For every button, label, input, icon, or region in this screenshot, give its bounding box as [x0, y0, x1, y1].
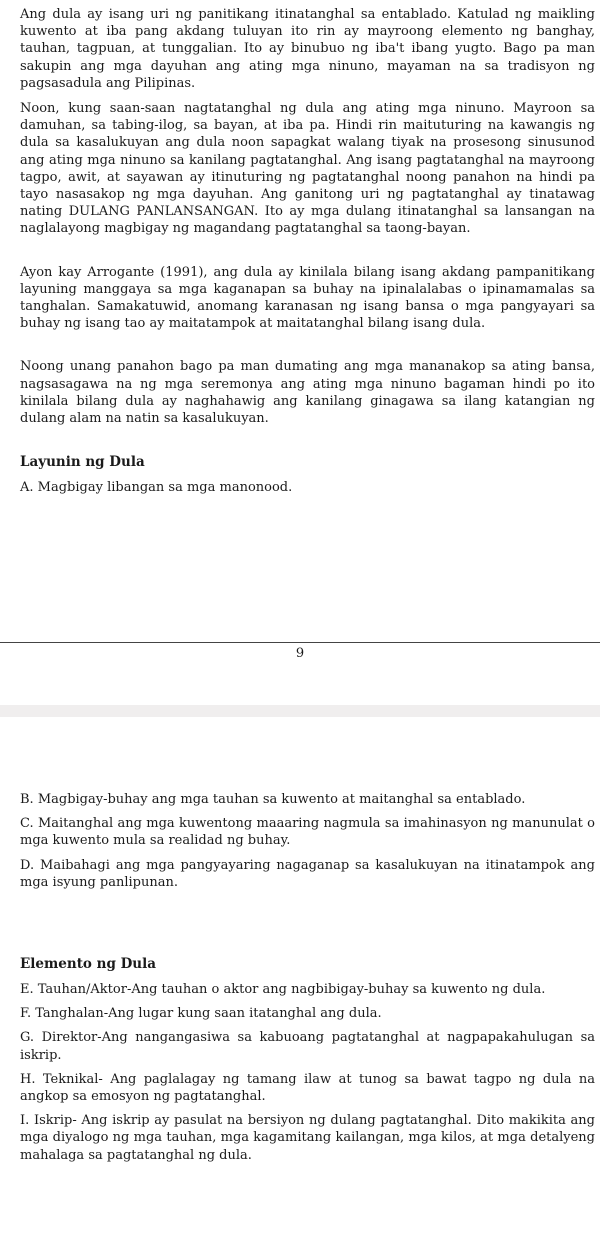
document-page-2: [0, 717, 600, 1234]
heading-elemento: Elemento ng Dula: [20, 956, 156, 973]
list-item-a: A. Magbigay libangan sa mga manonood.: [20, 480, 293, 496]
list-item-d: D. Maibahagi ang mga pangyayaring nagaganap sa kasalukuyan na itinatampok ang mga isyung panlipunan.: [20, 857, 595, 890]
history-paragraph: Noon, kung saan-saan nagtatanghal ng dula ang ating mga ninuno. Mayroon sa damuhan, sa tabing-ilog, sa bayan, at iba pa. Hindi rin maituturing na kawangis ng dula sa kasalukuyan ang dula noon sapagkat walang tiyak na prosesong sinusunod ang ating mga ninuno sa kanilang pagtatanghal. Ang isang pagtatanghal na mayroong tagpo, awit, at sayawan ay itinuturing ng pagtatanghal noong panahon na hindi pa tayo nasasakop ng mga dayuhan. Ang ganitong uri ng pagtatanghal ay tinatawag nating DULANG PANLANSANGAN. Ito ay mga dulang itinatanghal sa lansangan na naglalayong magbigay ng magandang pagtatanghal sa taong-bayan.: [20, 101, 595, 237]
heading-layunin: Layunin ng Dula: [20, 454, 145, 471]
list-item-g: G. Direktor-Ang nangangasiwa sa kabuoang pagtatanghal at nagpapakahulugan sa iskrip.: [20, 1030, 595, 1063]
list-item-b: B. Magbigay-buhay ang mga tauhan sa kuwento at maitanghal sa entablado.: [20, 792, 526, 807]
list-item-h: H. Teknikal- Ang paglalagay ng tamang ilaw at tunog sa bawat tagpo ng dula na angkop sa emosyon ng pagtatanghal.: [20, 1071, 595, 1105]
definition-paragraph: Ayon kay Arrogante (1991), ang dula ay kinilala bilang isang akdang pampanitikang layuning manggaya sa mga kaganapan sa buhay na ipinalalabas o ipinamamalas sa tanghalan. Samakatuwid, anomang karanasan ng isang bansa o mga pangyayari sa buhay ng isang tao ay maitatampok at maitatanghal bilang isang dula.: [20, 264, 595, 332]
list-item-f: F. Tanghalan-Ang lugar kung saan itatanghal ang dula.: [20, 1006, 382, 1022]
page-1-body: [20, 6, 595, 503]
page-footer-divider: [0, 642, 600, 643]
intro-paragraph: Ang dula ay isang uri ng panitikang itinatanghal sa entablado. Katulad ng maikling kuwento at iba pang akdang tuluyan ito rin ay mayroong elemento ng banghay, tauhan, tagpuan, at tunggalian. Ito ay binubuo ng iba't ibang yugto. Bago pa man sakupin ang mga dayuhan ang ating mga ninuno, mayaman na sa tradisyon ng pagsasadula ang Pilipinas.: [20, 7, 595, 91]
page-number: 9: [295, 646, 305, 661]
list-item-c: C. Maitanghal ang mga kuwentong maaaring nagmula sa imahinasyon ng manunulat o mga kuwento mula sa realidad ng buhay.: [20, 816, 595, 849]
ancestors-paragraph: Noong unang panahon bago pa man dumating ang mga mananakop sa ating bansa, nagsasagawa na ng mga seremonya ang ating mga ninuno bagaman hindi po ito kinilala bilang dula ay naghahawig ang kanilang ginagawa sa ilang katangian ng dulang alam na natin sa kasalukuyan.: [20, 359, 595, 427]
page-separator: [0, 705, 600, 717]
list-item-e: E. Tauhan/Aktor-Ang tauhan o aktor ang nagbibigay-buhay sa kuwento ng dula.: [20, 982, 546, 998]
page-2-body: [20, 791, 595, 1171]
list-item-i: I. Iskrip- Ang iskrip ay pasulat na bersiyon ng dulang pagtatanghal. Dito makikita ang mga diyalogo ng mga tauhan, mga kagamitang kailangan, mga kilos, at mga detalyeng mahalaga sa pagtatanghal ng dula.: [20, 1113, 595, 1163]
